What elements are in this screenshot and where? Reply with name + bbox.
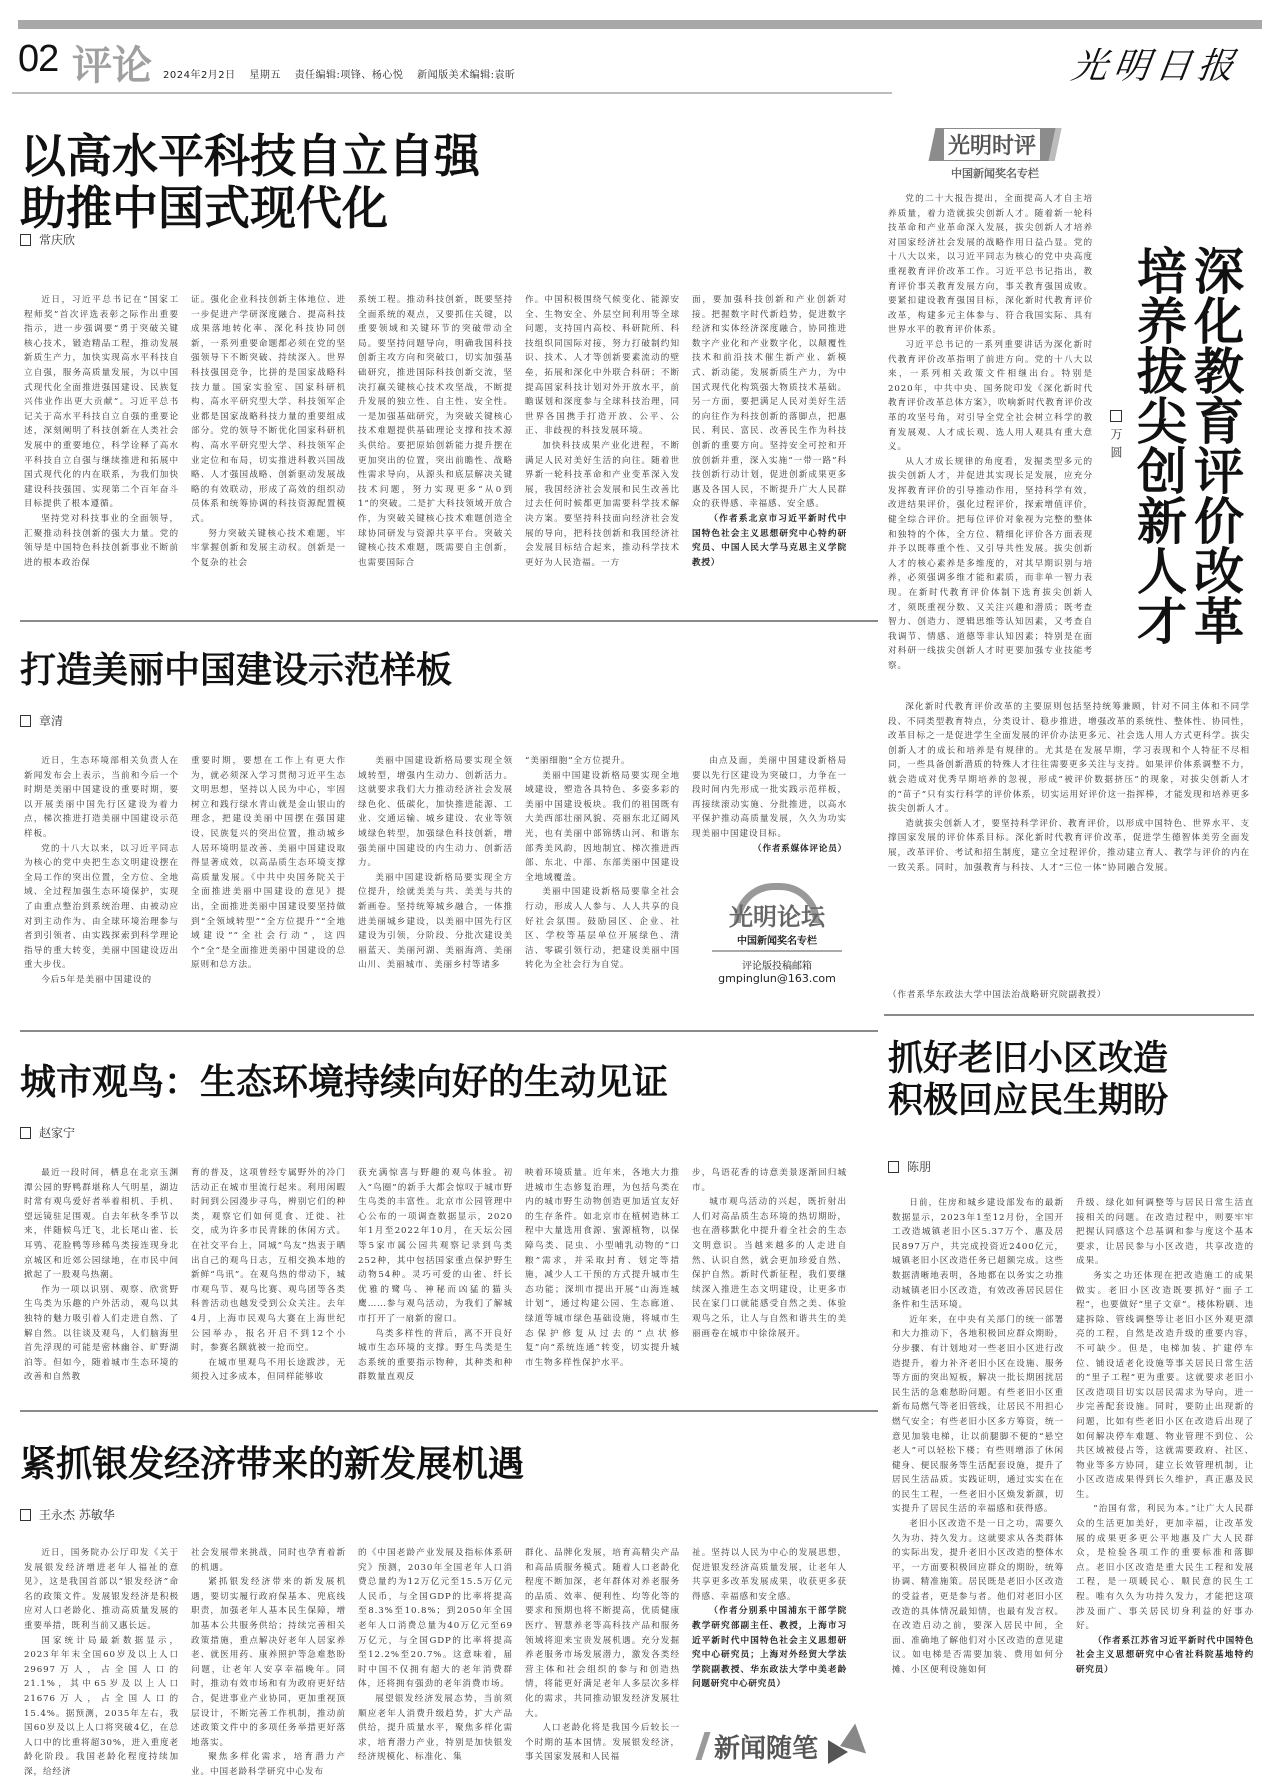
article4-column-1 xyxy=(24,1166,179,1388)
paragraph: 步，鸟语花香的诗意美景逐渐回归城市。 xyxy=(692,1168,847,1193)
header-top-bar xyxy=(18,20,1262,29)
article1-title[interactable] xyxy=(20,130,480,235)
responsible-editors: 责任编辑:项锋、杨心悦 xyxy=(294,70,404,81)
section-divider xyxy=(20,1410,878,1412)
article6-byline xyxy=(20,1506,115,1523)
paragraph: 党的十八大以来，以习近平同志为核心的党中央把生态文明建设摆在全局工作的突出位置，全方位、全地域、全过程加强生态环境保护，实现了由重点整治到系统治理、由被动应对到主动作为、由全球环境治理参与者到引领者、由实践探索到科学理论指导的重大转变，美丽中国建设迈出重大步伐。 xyxy=(24,843,179,971)
section-divider xyxy=(884,1014,1254,1016)
paragraph: 习近平总书记的一系列重要讲话为深化新时代教育评价改革指明了前进方向。党的十八大以来，一系列相关政策文件相继出台。特别是2020年，中共中央、国务院印发《深化新时代教育评价改革总体方案》，吹响新时代教育评价改革的攻坚号角，对引导全党全社会树立科学的教育发展观、人才成长观、选人用人观具有重大意义。 xyxy=(888,339,1093,453)
art-editor: 新闻版美术编辑:袁昕 xyxy=(417,70,516,81)
article5-author: 陈朋 xyxy=(907,1160,932,1174)
article1-column-1 xyxy=(24,293,179,613)
byline-box-icon xyxy=(20,234,31,246)
column-badge-guangming-shiping xyxy=(920,128,1070,181)
paragraph: 国家统计局最新数据显示，2023年年末全国60岁及以上人口29697万人，占全国人口的21.1%，其中65岁及以上人口21676万人，占全国人口的15.4%。据预测，2035年左右，我国60岁及以上人口将突破4亿，在总人口中的比重将超30%，进入重度老龄化阶段。我国老龄化程度持续加深，给经济 xyxy=(24,1635,179,1777)
paragraph: 重要时期，要想在工作上有更大作为，就必须深入学习贯彻习近平生态文明思想，坚持以人民为中心，牢固树立和践行绿水青山就是金山银山的理念，把建设美丽中国摆在强国建设、民族复兴的突出位置，推动城乡人居环境明显改善、美丽中国建设取得显著成效，以高品质生态环境支撑高质量发展。《中共中央国务院关于全面推进美丽中国建设的意见》提出，全面推进美丽中国建设要坚持做到“全领域转型”“全方位提升”“全地域建设”“全社会行动”，这四个“全”是全面推进美丽中国建设的总原则和总方法。 xyxy=(191,756,346,971)
article1-byline xyxy=(20,231,75,248)
column-badge-xinwen-suibi xyxy=(700,1728,870,1764)
article6-column-5 xyxy=(692,1546,847,1716)
article4-column-3 xyxy=(358,1166,513,1388)
paragraph: 坚持党对科技事业的全面领导，汇聚推动科技创新的强大力量。党的领导是中国特色科技创新事业不断前进的根本政治保 xyxy=(24,513,179,568)
author-credit: （作者系江苏省习近平新时代中国特色社会主义思想研究中心省社科院基地特约研究员） xyxy=(1076,1635,1254,1675)
article1-column-5 xyxy=(692,293,847,613)
article1-column-4 xyxy=(525,293,680,613)
article6-column-1 xyxy=(24,1546,179,1786)
paragraph: “治国有常，利民为本。”让广大人民群众的生活更加美好，更加幸福，让改革发展的成果更多更公平地惠及广大人民群众，是检验各项工作的重要标准和落脚点。老旧小区改造是重大民生工程和发展工程，是一项暖民心、顺民意的民生工程。唯有久久为功持久发力，才能把这项涉及面广、事关居民切身利益的好事办好。 xyxy=(1076,1504,1254,1632)
paragraph: 近年来，在中央有关部门的统一部署和大力推动下，各地积极回应群众期盼，分步骤、有计划地对一些老旧小区进行改造提升，着力补齐老旧小区在设施、服务等方面的突出短板，解决一批长期困扰居民生活的急难愁盼问题。有些老旧小区重新布局燃气等老旧管线，让居民不用担心燃气安全；有些老旧小区多方筹资，统一意见加装电梯，让以前腿脚不便的“悬空老人”可以轻松下楼；有些则增添了休闲健身、便民服务等生活配套设施，提升了居民生活品质。实践证明，通过实实在在的民生工程，一些老旧小区焕发新颜，切实提升了居民生活的幸福感和获得感。 xyxy=(892,1314,1064,1515)
paragraph: 升级、绿化如何调整等与居民日常生活直接相关的问题。在改造过程中，则要牢牢把握认同感这个总基调和参与度这个基本要求，让居民参与小区改造，共享改造的成果。 xyxy=(1076,1198,1254,1267)
paragraph: 在城市里观鸟不用长途跋涉，无须投入过多成本，但同样能够收 xyxy=(191,1357,346,1383)
paragraph: 人口老龄化将是我国今后较长一个时期的基本国情。发展银发经济，事关国家发展和人民福 xyxy=(525,1723,680,1763)
article6-authors: 王永杰 苏敏华 xyxy=(39,1508,115,1522)
article1-title-line1[interactable]: 以高水平科技自立自强 xyxy=(20,129,480,183)
column-badge-guangming-luntan xyxy=(712,883,842,985)
issue-date: 2024年2月2日 xyxy=(163,70,236,81)
byline-box-icon xyxy=(20,715,31,727)
paragraph: 美丽中国建设新格局要实现全地域建设，塑造各具特色、多姿多彩的美丽中国建设板块。我们的祖国既有大美西部壮丽风貌、亮丽东北辽阔风光，也有美丽中部锦绣山河、和谐东部秀美风韵，因地制宜、梯次推进西部、东北、中部、东部美丽中国建设全地域覆盖。 xyxy=(525,770,680,883)
article2-body-bottom xyxy=(888,700,1250,990)
article2-title[interactable] xyxy=(1130,245,1244,705)
paragraph: 深化新时代教育评价改革的主要原则包括坚持统筹兼顾，针对不同主体和不同学段、不同类型教育特点，分类设计、稳步推进，增强改革的系统性、整体性、协同性，改革目标之一是促进学生全面发展的评价办法更多元、社会选人用人方式更科学。拔尖创新人才的成长和培养是有规律的。尤其是在发展早期，学习表现和个人特征不尽相同，一些具备创新潜质的特殊人才往往需要更多关注与支持。如果评价体系调整不力，就会造成对优秀早期培养的忽视，形成“被评价数据挤压”的现象，对拔尖创新人才的“苗子”只有实行科学的评价体系，切实运用好评价这一指挥棒，才能发现和培养更多拔尖创新人才。 xyxy=(888,702,1250,815)
article3-byline xyxy=(20,712,63,729)
paragraph: 党的二十大报告提出，全面提高人才自主培养质量，着力造就拔尖创新人才。随着新一轮科技革命和产业革命深入发展，拔尖创新人才培养对国家经济社会发展的战略作用日益凸显。党的十八大以来，以习近平同志为核心的党中央高度重视教育评价改革工作。习近平总书记指出，教育评价事关教育发展方向，事关教育强国成败。要紧扣建设教育强国目标，深化新时代教育评价改革，构建多元主体参与、符合我国实际、具有世界水平的教育评价体系。 xyxy=(888,194,1093,336)
paragraph: 作为一项以识别、观察、欣赏野生鸟类为乐趣的户外活动，观鸟以其独特的魅力吸引着人们走进自然、了解自然。以往谈及观鸟，人们脑海里首先浮现的可能是密林幽谷、旷野湖泊等。但如今，随着城市生态环境的改善和自然教 xyxy=(24,1284,179,1383)
article4-byline xyxy=(20,1124,75,1141)
paragraph: 紧抓银发经济带来的新发展机遇，要切实履行政府保基本、兜底线职责，加强老年人基本民生保障，增加基本公共服务供给；持续完善相关政策措施，重点解决好老年人居家养老、就医用药、康养照护等急难愁盼问题，让老年人安享幸福晚年。同时，推动有效市场和有为政府更好结合，促进事业产业协同，更加重视顶层设计，不断完善工作机制，推动前述政策文件中的多项任务举措更好落地落实。 xyxy=(191,1577,346,1748)
paragraph: 祉。坚持以人民为中心的发展思想，促进银发经济高质量发展，让老年人共享更多改革发展成果，收获更多获得感、幸福感和安全感。 xyxy=(692,1548,847,1602)
article4-column-5 xyxy=(692,1166,847,1388)
header-meta xyxy=(163,66,526,81)
article2-title-line2[interactable]: 培养拔尖创新人才 xyxy=(1129,245,1188,645)
column-badge-subtitle: 中国新闻奖名专栏 xyxy=(951,167,1039,180)
article3-column-3 xyxy=(358,754,513,1022)
byline-box-icon xyxy=(20,1127,31,1139)
article1-title-line2[interactable]: 助推中国式现代化 xyxy=(20,181,388,236)
paragraph: 系统工程。推动科技创新，既要坚持全面系统的观点，又要抓住关键，以重要领域和关键环节的突破带动全局。要坚持问题导向，明确我国科技创新主攻方向和突破口，切实加强基础研究，推进国际科技创新交流，坚决打赢关键核心技术攻坚战，不断提升发展的独立性、自主性、安全性。一是加强基础研究，为突破关键核心技术难题提供基础理论支撑和技术源头供给。要把原始创新能力提升摆在更加突出的位置，突出前瞻性、战略性需求导向，从源头和底层解决关键技术问题，努力实现更多“从0到1”的突破。二是扩大科技领域开放合作，为突破关键核心技术难题创造全球协同研发与资源共享平台。突破关键核心技术难题，既需要自主创新，也需要国际合 xyxy=(358,295,513,568)
paragraph: 今后5年是美丽中国建设的 xyxy=(41,974,152,985)
section-name: 评论 xyxy=(72,42,152,89)
paragraph: 日前，住房和城乡建设部发布的最新数据显示，2023年1至12月份，全国开工改造城镇老旧小区5.37万个、惠及居民897万户，共完成投资近2400亿元，城镇老旧小区改造任务已超额完成。这些数据清晰地表明，各地都在以务实之功推动城镇老旧小区改造，有效改善居民居住条件和生活环境。 xyxy=(892,1198,1064,1311)
paragraph: 的《中国老龄产业发展及指标体系研究》预测，2030年全国老年人口消费总量约为12万亿元至15.5万亿元人民币，与全国GDP的比率将提高至8.3%至10.8%；到2050年全国老年人口消费总量为40万亿元至69万亿元，与全国GDP的比率将提高至12.2%至20.7%。这意味着，届时中国不仅拥有超大的老年消费群体，还将拥有强劲的老年消费市场。 xyxy=(358,1548,513,1690)
article6-column-4 xyxy=(525,1546,680,1786)
author-credit: （作者系媒体评论员） xyxy=(753,843,847,854)
article5-byline xyxy=(888,1158,931,1175)
article5-column-2 xyxy=(1076,1196,1254,1786)
article4-column-4 xyxy=(525,1166,680,1388)
article1-body xyxy=(24,293,879,613)
paragraph: 聚焦多样化需求，培育潜力产业。中国老龄科学研究中心发布 xyxy=(191,1752,346,1777)
article6-column-3 xyxy=(358,1546,513,1786)
article2-author: 万圆 xyxy=(1109,428,1123,464)
submission-email-label: 评论版投稿邮箱 xyxy=(742,961,812,972)
paragraph: 最近一段时间，栖息在北京玉渊潭公园的野鸭群堪称人气明星，湖边时常有观鸟爱好者举着相机、手机、望远镜驻足围观。自去年秋冬季节以来，伴随候鸟迁飞，北长尾山雀、长耳鸮、花脸鸭等珍稀鸟类接连现身北京城区和近郊公园绿地，在市民中间掀起了一股观鸟热潮。 xyxy=(24,1168,179,1281)
article2-author-credit: （作者系华东政法大学中国法治战略研究院副教授） xyxy=(888,990,1107,1000)
paragraph: 美丽中国建设新格局要靠全社会行动，形成人人参与、人人共享的良好社会氛围。鼓励园区、企业、社区、学校等基层单位开展绿色、清洁、零碳引领行动，把建设美丽中国转化为全社会行为自觉。 xyxy=(525,887,680,971)
section-divider xyxy=(20,620,878,622)
paragraph: 作。中国积极围绕气候变化、能源安全、生物安全、外层空间利用等全球问题，支持国内高校、科研院所、科技组织同国际对接，努力打破制约知识、技术、人才等创新要素流动的壁垒，拓展和深化中外联合科研；不断提高国家科技计划对外开放水平，前瞻谋划和深度参与全球科技治理，同世界各国携手打造开放、公平、公正、非歧视的科技发展环境。 xyxy=(525,295,680,437)
article2-column-1 xyxy=(888,192,1093,692)
article2-title-line1[interactable]: 深化教育评价改革 xyxy=(1186,245,1245,645)
article1-column-3 xyxy=(358,293,513,613)
paragraph: 造就拔尖创新人才，要坚持科学评价、教育评价，以形成中国特色、世界水平、支撑国家发展的评价体系目标。深化新时代教育评价改革，促进学生德智体美劳全面发展，改革评价、考试和招生制度，建立全过程评价，推动建立育人、教学与评价的内在一致关系。同时，加强教育与科技、人才“三位一体”协同融合发展。 xyxy=(888,818,1250,873)
issue-weekday: 星期五 xyxy=(249,70,281,81)
article5-column-1 xyxy=(892,1196,1064,1786)
submission-email-link[interactable]: gmpinglun@163.com xyxy=(718,972,836,985)
byline-box-icon xyxy=(1110,410,1122,422)
header-divider xyxy=(12,92,892,94)
paragraph: 映着环境质量。近年来，各地大力推进城市生态修复治理，为包括鸟类在内的城市野生动物创造更加适宜友好的生存条件。如北京市在植树造林工程中大量选用食源、蜜源植物，以保障鸟类、昆虫、小型哺乳动物的“口粮”需求，并采取封育、划定等措施，减少人工干预的方式提升城市生态功能；深圳市提出开展“山海连城计划”，通过构建公园、生态廊道、绿道等城市绿色基础设施，将城市生态保护修复从过去的“点状修复”向“系统连通”转变，切实提升城市生物多样性保护水平。 xyxy=(525,1168,680,1368)
column-badge-title: 光明论坛 xyxy=(729,903,825,931)
article6-title[interactable]: 紧抓银发经济带来的新发展机遇 xyxy=(20,1443,525,1485)
paragraph: 老旧小区改造不是一日之功，需要久久为功、持久发力。这就要求从各类群体的实际出发，提升老旧小区改造的整体水平，一方面要积极回应群众的期盼，统筹协调、精准施策。居民既是老旧小区改造的受益者，更是参与者。他们对老旧小区改造的具体情况最知情，也最有发言权。在改造启动之前，要深入居民中间，全面、准确地了解他们对小区改造的意见建议。如电梯是否需要加装、费用如何分摊、小区便利设施如何 xyxy=(892,1519,1064,1675)
paragraph: 获充满惊喜与野趣的观鸟体验。初入“鸟圈”的新手大都会惊叹于城市野生鸟类的丰富性。北京市公园管理中心公布的一项调查数据显示，2020年1月至2022年10月，在天坛公园等5家市属公园共观察记录到鸟类252种，其中包括国家重点保护野生动物54种。灵巧可爱的山雀、纤长优雅的鹭鸟、神秘而凶猛的猫头鹰……参与观鸟活动，为我们了解城市打开了一扇新的窗口。 xyxy=(358,1168,513,1324)
author-credit: （作者分别系中国浦东干部学院教学研究部副主任、教授，上海市习近平新时代中国特色社会主义思想研究中心研究员；上海对外经贸大学法学院副教授、华东政法大学中美老龄问题研究中心研究员） xyxy=(692,1606,847,1690)
paragraph: 近日，国务院办公厅印发《关于发展银发经济增进老年人福祉的意见》，这是我国首部以“银发经济”命名的政策文件。发展银发经济是积极应对人口老龄化、推动高质量发展的重要举措，既利当前又惠长远。 xyxy=(24,1548,179,1631)
newspaper-masthead-logo: 光明日报 xyxy=(1068,46,1243,87)
article3-title[interactable]: 打造美丽中国建设示范样板 xyxy=(20,649,453,691)
byline-box-icon xyxy=(20,1509,31,1521)
article2-byline xyxy=(1108,410,1125,464)
article4-column-2 xyxy=(191,1166,346,1388)
column-badge-title: 光明时评 xyxy=(928,128,1061,161)
paragraph: 近日，习近平总书记在“国家工程师奖”首次评选表彰之际作出重要指示，进一步强调要“勇于突破关键核心技术，锻造精品工程，推动发展新质生产力，加快实现高水平科技自立自强，服务高质量发展，为以中国式现代化全面推进强国建设、民族复兴伟业作出更大贡献”。习近平总书记关于高水平科技自立自强的重要论述，深刻阐明了科技创新在人类社会发展中的重要地位，科学诠释了高水平科技自立自强与继续推进和拓展中国式现代化的内在联系，为我们加快建设科技强国、实现第二个百年奋斗目标提供了根本遵循。 xyxy=(24,295,179,510)
article3-column-1 xyxy=(24,754,179,1022)
paragraph: 近日，生态环境部相关负责人在新闻发布会上表示，当前和今后一个时期是美丽中国建设的重要时期，要以开展美丽中国先行区建设为着力点，梯次推进打造美丽中国建设示范样板。 xyxy=(24,756,179,839)
paragraph: 展望银发经济发展态势，当前须顺应老年人消费升级趋势，扩大产品供给，提升质量水平，聚焦多样化需求，培育潜力产业，特别是加快银发经济规模化、标准化、集 xyxy=(358,1693,513,1763)
column-badge-title: 新闻随笔 xyxy=(714,1734,819,1764)
article1-column-2 xyxy=(191,293,346,613)
paragraph: 美丽中国建设新格局要实现全领域转型，增强内生动力、创新活力。这就要求我们大力推动经济社会发展绿色化、低碳化，加快推进能源、工业、交通运输、城乡建设、农业等领域绿色转型，加强绿色科技创新，增强美丽中国建设的内生动力、创新活力。 xyxy=(358,756,513,869)
paragraph: 加快科技成果产业化进程，不断满足人民对美好生活的向往。随着世界新一轮科技革命和产业变革深入发展，我国经济社会发展和民生改善比过去任何时候都更加需要科学技术解决方案。要坚持科技面向经济社会发展的导向，把科技创新和我国经济社会发展目标结合起来，推动科学技术更好为人民造福。一方 xyxy=(525,440,680,568)
paragraph: “美丽细胞”全方位提升。 xyxy=(525,756,631,766)
paragraph: 从人才成长规律的角度看，发掘类型多元的拔尖创新人才，并促进其实现长足发展，应充分发挥教育评价的引导推动作用，坚持科学有效，改进结果评价，强化过程评价，探索增值评价，健全综合评价。把每位评价对象视为完整的整体和独特的个体，全方位、精细化评价各方面表现并予以既尊重个性、又引导共性发展。拔尖创新人才的核心素养是多维度的，对其早期识别与培养，必须强调多维才能和素质，而非单一智力表现。在新时代教育评价体制下选育拔尖创新人才，须既重视分数、又关注兴趣和潜质；既考查智力、创造力、逻辑思维等认知因素，又考查自我调节、情感、道德等非认知因素；特别是在面对科研一线拔尖创新人才时更要加强专业技能考察。 xyxy=(888,456,1093,671)
paragraph: 证。强化企业科技创新主体地位、进一步促进产学研深度融合、提高科技成果落地转化率、深化科技协同创新，一系列重要命题都必须在党的坚强领导下不断突破、持续深入。世界科技强国竞争，比拼的是国家战略科技力量。国家实验室、国家科研机构、高水平研究型大学、科技领军企业都是国家战略科技力量的重要组成部分。党的领导不断优化国家科研机构、高水平研究型大学、科技领军企业定位和布局，切实推进科教兴国战略、人才强国战略、创新驱动发展战略的有效联动，形成了高效的组织动员体系和统筹协调的科技资源配置模式。 xyxy=(191,295,346,524)
badge-fan-decoration xyxy=(828,1740,848,1764)
column-badge-subtitle: 中国新闻奖名专栏 xyxy=(712,932,842,952)
author-credit: （作者系北京市习近平新时代中国特色社会主义思想研究中心特约研究员、中国人民大学马克思主义学院教授） xyxy=(692,513,847,568)
article1-author: 常庆欣 xyxy=(39,233,76,247)
paragraph: 努力突破关键核心技术难题，牢牢掌握创新和发展主动权。创新是一个复杂的社会 xyxy=(191,528,346,568)
paragraph: 鸟类多样性的背后，离不开良好城市生态环境的支撑。野生鸟类是生态系统的重要指示物种，其种类和种群数量直观反 xyxy=(358,1328,513,1383)
paragraph: 社会发展带来挑战，同时也孕育着新的机遇。 xyxy=(191,1548,346,1573)
article4-body xyxy=(24,1166,879,1388)
article4-title[interactable]: 城市观鸟：生态环境持续向好的生动见证 xyxy=(20,1061,669,1103)
page-number: 02 xyxy=(18,38,59,80)
paragraph: 城市观鸟活动的兴起，既折射出人们对高品质生态环境的热切期盼，也在潜移默化中提升着全社会的生态文明意识。当越来越多的人走进自然、认识自然，就会更加珍爱自然、保护自然。新时代新征程，我们要继续深入推进生态文明建设，让更多市民在家门口就能感受自然之美、体验观鸟之乐，让人与自然和谐共生的美丽画卷在城市中徐徐展开。 xyxy=(692,1197,847,1339)
article4-author: 赵家宁 xyxy=(39,1126,76,1140)
article2-column-2 xyxy=(888,700,1250,990)
article5-title-line2[interactable]: 积极回应民生期盼 xyxy=(888,1080,1169,1121)
paragraph: 务实之功还体现在把改造施工的成果做实。老旧小区改造既要抓好“面子工程”，也要做好“里子文章”。楼体粉刷、违建拆除、管线调整等让老旧小区外观更漂亮的工程，自然是改造升级的重要内容，不可缺少。但是，电梯加装、扩建停车位、铺设适老化设施等事关居民日常生活的“里子工程”更为重要。这就要求老旧小区改造项目切实以居民需求为导向，进一步完善配套设施。同时，要防止出现新的问题，比如有些老旧小区在改造后出现了如何解决停车难题、物业管理不到位、公共区域被侵占等，这就需要政府、社区、物业等多方协同，建立长效管理机制，让小区改造成果得到长久维护，真正惠及民生。 xyxy=(1076,1270,1254,1500)
byline-box-icon xyxy=(888,1161,899,1173)
article5-title[interactable] xyxy=(888,1038,1168,1122)
paragraph: 育的普及，这项曾经专属野外的冷门活动正在城市里流行起来。利用闲暇时间到公园漫步寻鸟，辨别它们的种类，观察它们如何觅食、迁徙、社交，成为许多市民青睐的休闲方式。在社交平台上，同城“鸟友”热衷于晒出自己的观鸟日志，互相交换本地的新鲜“鸟讯”。在观鸟热的带动下，城市观鸟节、观鸟比赛、观鸟团等各类科普活动也越发受到公众关注。去年4月，上海市民观鸟大赛在上海世纪公园举办，报名开启不到12个小时，参赛名额就被一抢而空。 xyxy=(191,1168,346,1354)
article6-column-2 xyxy=(191,1546,346,1786)
paragraph: 美丽中国建设新格局要实现全方位提升，绘就美美与共、美美与共的新画卷。坚持统筹城乡融合，一体推进美丽城乡建设，以美丽中国先行区建设为引领，分阶段、分批次建设美丽蓝天、美丽河湖、美丽海湾、美丽山川、美丽城市、美丽乡村等诸多 xyxy=(358,872,513,971)
article5-title-line1[interactable]: 抓好老旧小区改造 xyxy=(888,1038,1169,1079)
paragraph: 面，要加强科技创新和产业创新对接。把握数字时代新趋势，促进数字经济和实体经济深度融合，协同推进数字产业化和产业数字化，以颠覆性技术和前沿技术催生新产业、新模式、新动能，发展新质生产力，为中国式现代化构筑强大物质技术基础。另一方面，要把满足人民对美好生活的向往作为科技创新的落脚点，把惠民、利民、富民、改善民生作为科技创新的重要方向。坚持安全可控和开放创新并重，深入实施“一带一路”科技创新行动计划，促进创新成果更多惠及各国人民，不断提升广大人民群众的获得感、幸福感、安全感。 xyxy=(692,295,847,510)
paragraph: 群化、品牌化发展，培育高精尖产品和高品质服务模式。随着人口老龄化程度不断加深，老年群体对养老服务的品质、效率、便利性、均等化等的要求和预期也将不断提高，优质健康医疗、智慧养老等高科技产品和服务领域将迎来宝贵发展机遇。充分发掘养老服务市场发展潜力，激发各类经营主体和社会组织的参与和创造热情，将能更好满足老年人多层次多样化的需求，共同推动银发经济发展壮大。 xyxy=(525,1548,680,1719)
article3-column-2 xyxy=(191,754,346,1022)
article3-column-4 xyxy=(525,754,680,1022)
section-divider xyxy=(20,1030,878,1032)
paragraph: 由点及面，美丽中国建设新格局要以先行区建设为突破口，力争在一段时间内先形成一批实践示范样板，再接续滚动实施、分批推进，以高水平保护推动高质量发展，久久为功实现美丽中国建设目标。 xyxy=(692,756,847,839)
article3-author: 章清 xyxy=(39,714,64,728)
article5-body xyxy=(892,1196,1254,1786)
